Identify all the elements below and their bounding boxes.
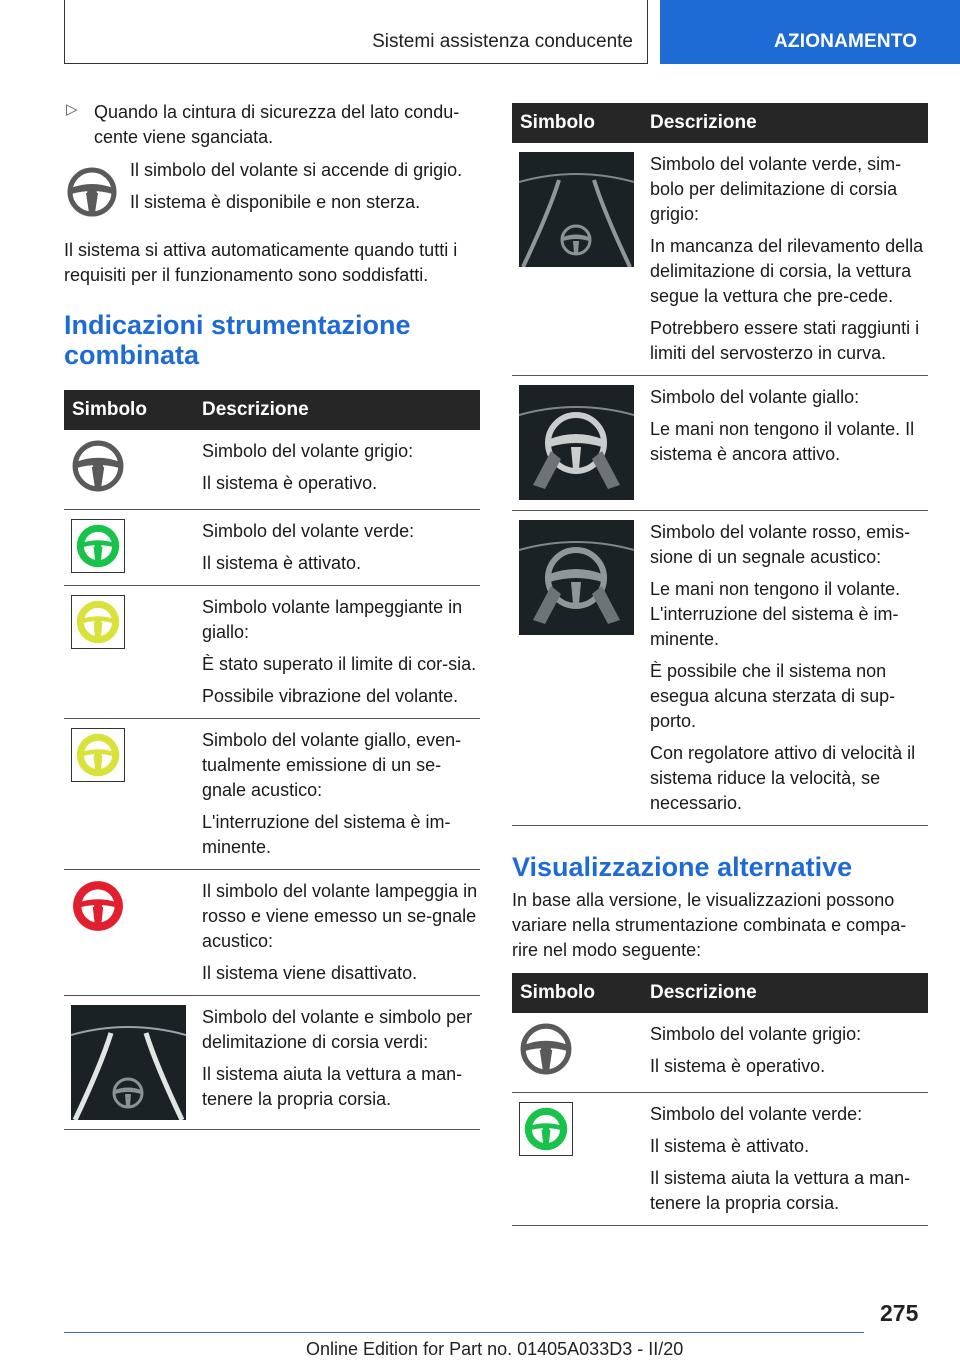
row-text: Simbolo del volante giallo: [650, 387, 860, 407]
row-text: Potrebbero essere stati raggiunti i limiti del servosterzo in curva. [650, 318, 920, 363]
left-column [64, 100, 480, 1130]
table-row [64, 996, 480, 1130]
row-text: In mancanza del rilevamento della delimitazione di corsia, la vettura segue la vettura che pre-cede. [650, 236, 924, 306]
bullet-note-1: Il simbolo del volante si accende di grigio. [130, 160, 463, 180]
table-row [64, 719, 480, 870]
bullet-text: Quando la cintura di sicurezza del lato condu-cente viene sganciata. [94, 102, 460, 147]
table-row [512, 1013, 928, 1093]
triangle-bullet-icon: ▷ [66, 101, 78, 118]
alternative-paragraph: In base alla versione, le visualizzazioni possono variare nella strumentazione combinata e compa-rire nel modo seguente: [512, 890, 907, 960]
hands-on-wheel-red-icon [519, 520, 634, 635]
row-text: Simbolo del volante verde, sim-bolo per delimitazione di corsia grigio: [650, 154, 902, 224]
bullet-icon-row [64, 158, 480, 228]
row-text: Le mani non tengono il volante. L'interruzione del sistema è im-minente. [650, 579, 901, 649]
row-text: L'interruzione del sistema è im-minente. [202, 812, 451, 857]
table-row [512, 511, 928, 826]
row-text: Simbolo del volante giallo, even-tualmente emissione di un se-gnale acustico: [202, 730, 462, 800]
bullet-item [64, 100, 480, 150]
steering-wheel-grey-icon [519, 1022, 642, 1083]
row-text: Con regolatore attivo di velocità il sistema riduce la velocità, se necessario. [650, 743, 916, 813]
activation-paragraph: Il sistema si attiva automaticamente quando tutti i requisiti per il funzionamento sono soddisfatti. [64, 240, 458, 285]
row-text: È stato superato il limite di cor-sia. [202, 654, 477, 674]
header-chapter-title: AZIONAMENTO [774, 31, 918, 52]
row-text: Il simbolo del volante lampeggia in rosso e viene emesso un se-gnale acustico: [202, 881, 478, 951]
lane-scene-green-icon [71, 1005, 186, 1120]
right-column [512, 103, 928, 1226]
steering-wheel-yellow-flashing-icon [71, 595, 125, 649]
section-heading-alternative: Visualizzazione alternative [512, 852, 853, 882]
table-header-description: Descrizione [642, 103, 928, 143]
steering-wheel-green-icon [519, 1102, 573, 1156]
header-section-title: Sistemi assistenza conducente [372, 31, 633, 52]
row-text: Simbolo volante lampeggiante in giallo: [202, 597, 463, 642]
header-section-box [64, 0, 648, 64]
table-row [512, 143, 928, 376]
row-text: Le mani non tengono il volante. Il sistema è ancora attivo. [650, 419, 915, 464]
table-row [512, 1093, 928, 1226]
steering-wheel-grey-icon [71, 439, 194, 500]
table-row [512, 376, 928, 511]
bullet-note-2: Il sistema è disponibile e non sterza. [130, 192, 421, 212]
instrument-symbol-table [64, 390, 480, 1130]
row-text: È possibile che il sistema non esegua alcuna sterzata di sup-porto. [650, 661, 896, 731]
table-header-description: Descrizione [642, 973, 928, 1013]
hands-on-wheel-yellow-icon [519, 385, 634, 500]
table-row [64, 870, 480, 996]
steering-wheel-green-icon [71, 519, 125, 573]
row-text: Il sistema viene disattivato. [202, 963, 418, 983]
row-text: Il sistema è attivato. [650, 1136, 810, 1156]
row-text: Simbolo del volante grigio: [202, 441, 414, 461]
table-row [64, 510, 480, 586]
row-text: Simbolo del volante rosso, emis-sione di un segnale acustico: [650, 522, 911, 567]
row-text: Simbolo del volante verde: [650, 1104, 863, 1124]
table-header-symbol: Simbolo [64, 390, 194, 430]
row-text: Il sistema è operativo. [650, 1056, 826, 1076]
row-text: Simbolo del volante verde: [202, 521, 415, 541]
alternative-symbol-table [512, 973, 928, 1226]
lane-scene-grey-icon [519, 152, 634, 267]
row-text: Simbolo del volante e simbolo per delimitazione di corsia verdi: [202, 1007, 473, 1052]
table-header-symbol: Simbolo [512, 973, 642, 1013]
section-heading-instruments: Indicazioni strumentazione combinata [64, 310, 411, 370]
row-text: Il sistema aiuta la vettura a man-tenere la propria corsia. [650, 1168, 911, 1213]
table-row [64, 586, 480, 719]
header-chapter-tab[interactable] [660, 0, 960, 64]
page-number: 275 [880, 1300, 919, 1326]
row-text: Il sistema è attivato. [202, 553, 362, 573]
row-text: Possibile vibrazione del volante. [202, 686, 459, 706]
row-text: Il sistema aiuta la vettura a man-tenere la propria corsia. [202, 1064, 463, 1109]
table-header-description: Descrizione [194, 390, 480, 430]
table-header-symbol: Simbolo [512, 103, 642, 143]
steering-wheel-icon [66, 166, 118, 223]
footer-divider [64, 1332, 864, 1333]
table-row [64, 430, 480, 510]
steering-wheel-yellow-icon [71, 728, 125, 782]
row-text: Simbolo del volante grigio: [650, 1024, 862, 1044]
steering-wheel-red-icon [71, 879, 194, 940]
edition-text: Online Edition for Part no. 01405A033D3 - II/20 [306, 1339, 684, 1359]
lane-symbol-table [512, 103, 928, 826]
row-text: Il sistema è operativo. [202, 473, 378, 493]
